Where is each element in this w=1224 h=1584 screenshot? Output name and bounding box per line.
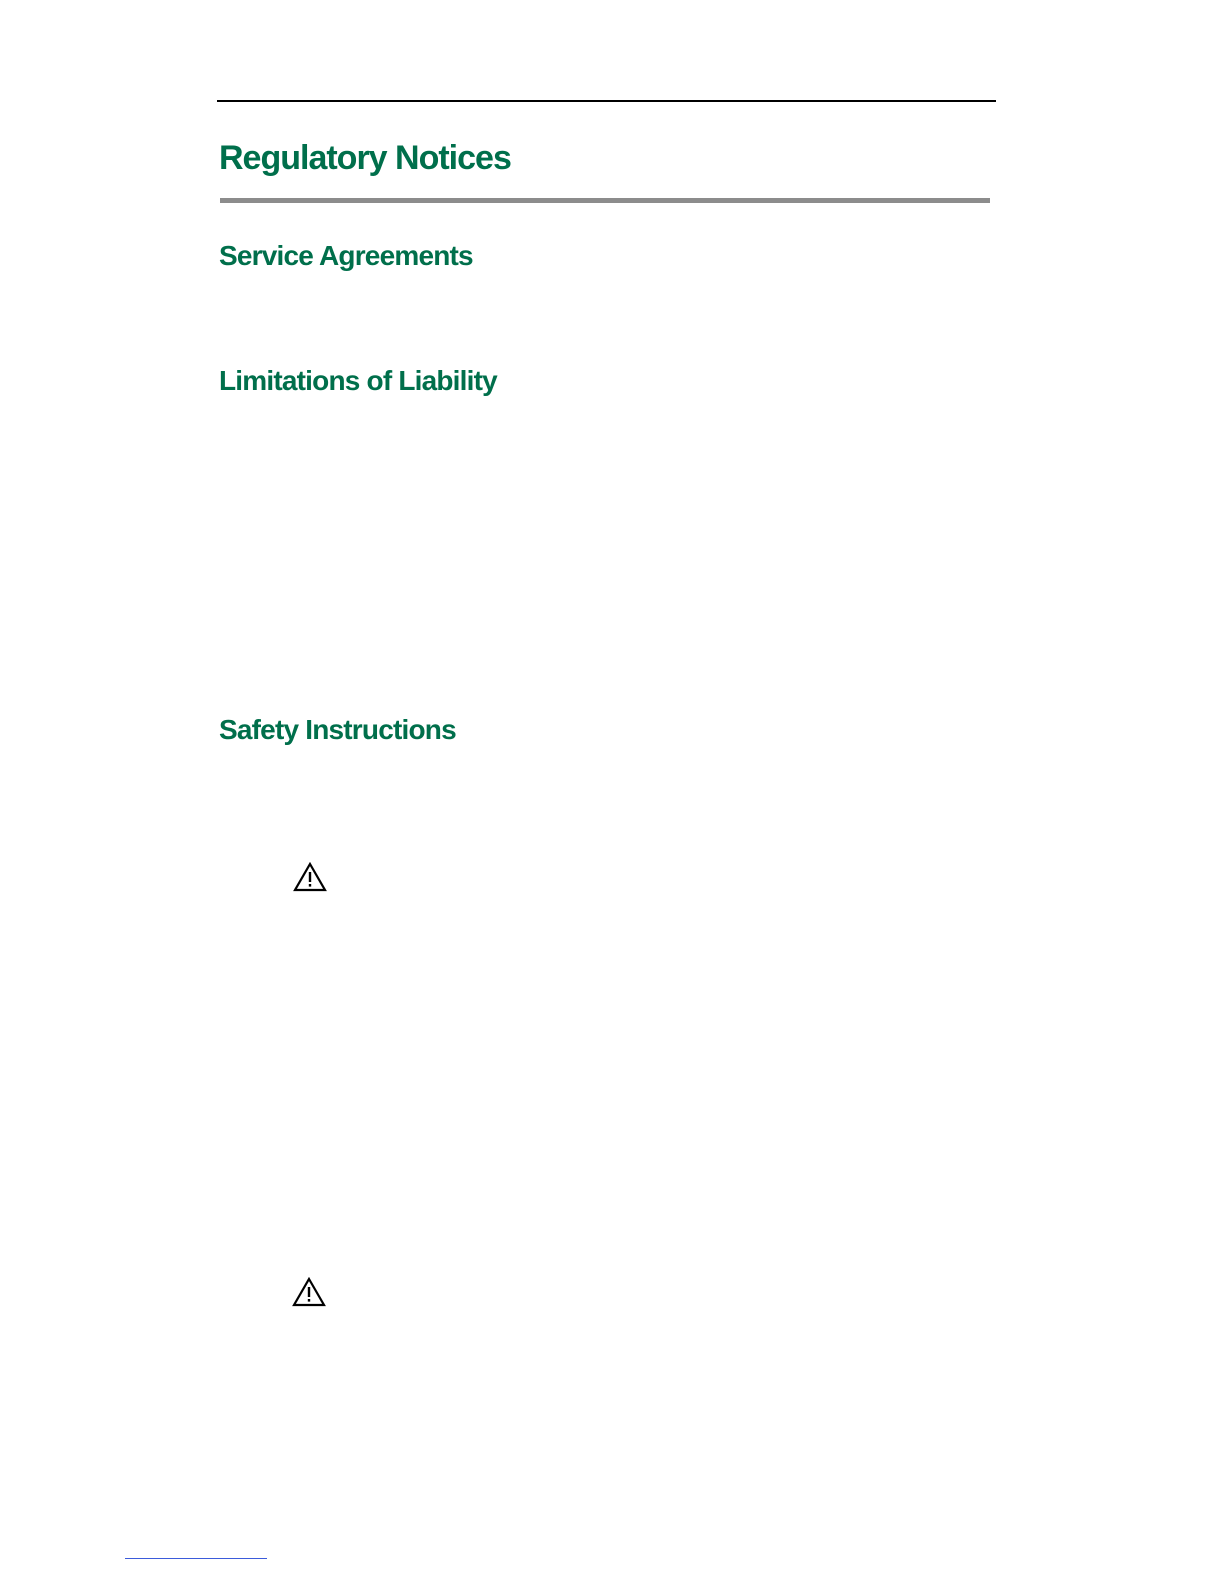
title-underline xyxy=(220,198,990,203)
page-title: Regulatory Notices xyxy=(219,139,511,177)
section-heading-service-agreements: Service Agreements xyxy=(219,240,473,271)
footnote-link-underline xyxy=(125,1558,267,1559)
warning-triangle-icon xyxy=(293,862,327,892)
warning-triangle-icon xyxy=(292,1277,326,1307)
section-heading-limitations-of-liability: Limitations of Liability xyxy=(219,365,497,396)
section-heading-safety-instructions: Safety Instructions xyxy=(219,714,456,745)
header-rule xyxy=(217,100,996,102)
